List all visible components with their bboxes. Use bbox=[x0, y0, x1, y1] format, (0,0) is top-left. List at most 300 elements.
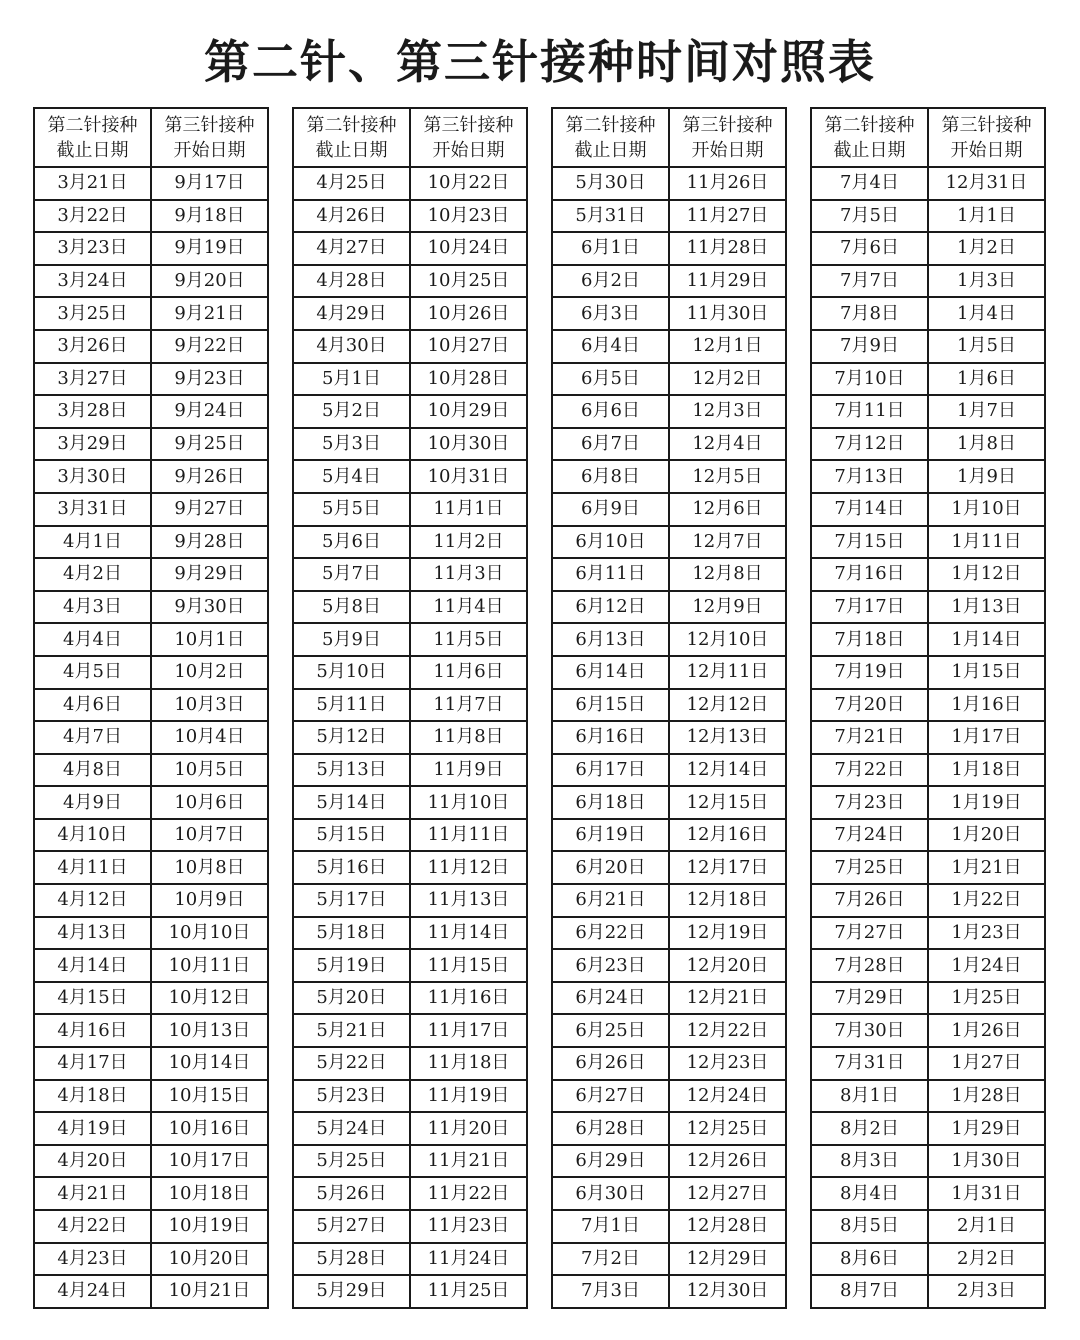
third-dose-start-cell: 10月7日 bbox=[151, 819, 268, 852]
second-dose-deadline-cell: 3月29日 bbox=[34, 428, 151, 461]
third-dose-start-cell: 10月2日 bbox=[151, 656, 268, 689]
second-dose-deadline-cell: 5月24日 bbox=[293, 1112, 410, 1145]
second-dose-deadline-cell: 6月14日 bbox=[552, 656, 669, 689]
second-dose-deadline-header bbox=[811, 108, 928, 167]
third-dose-start-cell: 11月25日 bbox=[410, 1275, 527, 1308]
header-line: 截止日期 bbox=[315, 139, 388, 161]
second-dose-deadline-cell: 7月13日 bbox=[811, 460, 928, 493]
table-row bbox=[811, 623, 1045, 656]
second-dose-deadline-cell: 7月4日 bbox=[811, 167, 928, 200]
table-row bbox=[34, 1080, 268, 1113]
table-row bbox=[293, 656, 527, 689]
third-dose-start-cell: 1月3日 bbox=[928, 265, 1045, 298]
table-row bbox=[34, 982, 268, 1015]
third-dose-start-cell: 10月24日 bbox=[410, 232, 527, 265]
third-dose-start-cell: 11月19日 bbox=[410, 1080, 527, 1113]
second-dose-deadline-cell: 6月27日 bbox=[552, 1080, 669, 1113]
table-row bbox=[34, 623, 268, 656]
second-dose-deadline-cell: 7月14日 bbox=[811, 493, 928, 526]
second-dose-deadline-cell: 4月11日 bbox=[34, 851, 151, 884]
second-dose-deadline-cell: 4月12日 bbox=[34, 884, 151, 917]
third-dose-start-cell: 10月15日 bbox=[151, 1080, 268, 1113]
third-dose-start-cell: 10月5日 bbox=[151, 754, 268, 787]
third-dose-start-cell: 10月3日 bbox=[151, 689, 268, 722]
third-dose-start-cell: 1月17日 bbox=[928, 721, 1045, 754]
table-row bbox=[34, 656, 268, 689]
third-dose-start-cell: 1月19日 bbox=[928, 786, 1045, 819]
table-row bbox=[552, 1210, 786, 1243]
table-row bbox=[811, 558, 1045, 591]
second-dose-deadline-cell: 4月5日 bbox=[34, 656, 151, 689]
third-dose-start-cell: 12月28日 bbox=[669, 1210, 786, 1243]
third-dose-start-cell: 1月4日 bbox=[928, 297, 1045, 330]
third-dose-start-cell: 9月19日 bbox=[151, 232, 268, 265]
third-dose-start-cell: 9月25日 bbox=[151, 428, 268, 461]
second-dose-deadline-cell: 6月6日 bbox=[552, 395, 669, 428]
third-dose-start-cell: 11月1日 bbox=[410, 493, 527, 526]
second-dose-deadline-cell: 7月28日 bbox=[811, 949, 928, 982]
table-row bbox=[34, 558, 268, 591]
header-line: 第三针接种 bbox=[941, 114, 1032, 136]
table-row bbox=[34, 819, 268, 852]
table-row bbox=[552, 851, 786, 884]
table-row bbox=[34, 591, 268, 624]
second-dose-deadline-cell: 5月7日 bbox=[293, 558, 410, 591]
third-dose-start-cell: 1月30日 bbox=[928, 1145, 1045, 1178]
table-row bbox=[293, 297, 527, 330]
table-row bbox=[552, 1080, 786, 1113]
second-dose-deadline-cell: 6月16日 bbox=[552, 721, 669, 754]
second-dose-deadline-cell: 5月19日 bbox=[293, 949, 410, 982]
third-dose-start-cell: 12月2日 bbox=[669, 363, 786, 396]
second-dose-deadline-cell: 4月9日 bbox=[34, 786, 151, 819]
third-dose-start-cell: 1月8日 bbox=[928, 428, 1045, 461]
table-row bbox=[34, 200, 268, 233]
third-dose-start-cell: 10月18日 bbox=[151, 1177, 268, 1210]
third-dose-start-cell: 9月29日 bbox=[151, 558, 268, 591]
table-row bbox=[552, 884, 786, 917]
table-row bbox=[552, 656, 786, 689]
table-row bbox=[552, 395, 786, 428]
page-title: 第二针、第三针接种时间对照表 bbox=[204, 35, 876, 89]
second-dose-deadline-header bbox=[552, 108, 669, 167]
third-dose-start-cell: 1月11日 bbox=[928, 526, 1045, 559]
third-dose-start-cell: 9月26日 bbox=[151, 460, 268, 493]
third-dose-start-cell: 1月23日 bbox=[928, 917, 1045, 950]
second-dose-deadline-cell: 7月1日 bbox=[552, 1210, 669, 1243]
second-dose-deadline-cell: 8月2日 bbox=[811, 1112, 928, 1145]
second-dose-deadline-cell: 5月23日 bbox=[293, 1080, 410, 1113]
header-row bbox=[34, 108, 268, 167]
second-dose-deadline-cell: 5月25日 bbox=[293, 1145, 410, 1178]
third-dose-start-cell: 11月2日 bbox=[410, 526, 527, 559]
schedule-table-3 bbox=[551, 107, 787, 1309]
second-dose-deadline-cell: 7月31日 bbox=[811, 1047, 928, 1080]
second-dose-deadline-cell: 8月6日 bbox=[811, 1243, 928, 1276]
second-dose-deadline-cell: 3月21日 bbox=[34, 167, 151, 200]
second-dose-deadline-cell: 7月30日 bbox=[811, 1014, 928, 1047]
third-dose-start-cell: 11月16日 bbox=[410, 982, 527, 1015]
second-dose-deadline-cell: 6月1日 bbox=[552, 232, 669, 265]
table-row bbox=[293, 1275, 527, 1308]
third-dose-start-cell: 10月31日 bbox=[410, 460, 527, 493]
table-row bbox=[34, 1275, 268, 1308]
table-row bbox=[34, 786, 268, 819]
third-dose-start-cell: 1月12日 bbox=[928, 558, 1045, 591]
header-line: 开始日期 bbox=[691, 139, 764, 161]
third-dose-start-cell: 1月24日 bbox=[928, 949, 1045, 982]
table-row bbox=[34, 1210, 268, 1243]
table-row bbox=[811, 656, 1045, 689]
table-row bbox=[293, 1145, 527, 1178]
third-dose-start-cell: 12月29日 bbox=[669, 1243, 786, 1276]
third-dose-start-cell: 11月29日 bbox=[669, 265, 786, 298]
schedule-table-1 bbox=[33, 107, 269, 1309]
table-row bbox=[552, 819, 786, 852]
third-dose-start-cell: 12月19日 bbox=[669, 917, 786, 950]
third-dose-start-cell: 12月8日 bbox=[669, 558, 786, 591]
table-row bbox=[293, 1243, 527, 1276]
header-line: 第二针接种 bbox=[824, 114, 915, 136]
second-dose-deadline-cell: 4月3日 bbox=[34, 591, 151, 624]
second-dose-deadline-cell: 4月15日 bbox=[34, 982, 151, 1015]
third-dose-start-cell: 10月21日 bbox=[151, 1275, 268, 1308]
table-row bbox=[552, 591, 786, 624]
third-dose-start-cell: 10月11日 bbox=[151, 949, 268, 982]
table-row bbox=[34, 363, 268, 396]
second-dose-deadline-cell: 7月21日 bbox=[811, 721, 928, 754]
table-row bbox=[552, 1243, 786, 1276]
schedule-table-2 bbox=[292, 107, 528, 1309]
table-row bbox=[293, 460, 527, 493]
table-row bbox=[293, 754, 527, 787]
second-dose-deadline-cell: 3月30日 bbox=[34, 460, 151, 493]
table-row bbox=[34, 1243, 268, 1276]
second-dose-deadline-cell: 4月8日 bbox=[34, 754, 151, 787]
table-row bbox=[811, 917, 1045, 950]
third-dose-start-cell: 1月1日 bbox=[928, 200, 1045, 233]
table-row bbox=[552, 1112, 786, 1145]
second-dose-deadline-cell: 6月12日 bbox=[552, 591, 669, 624]
second-dose-deadline-cell: 6月19日 bbox=[552, 819, 669, 852]
table-row bbox=[34, 917, 268, 950]
third-dose-start-cell: 11月18日 bbox=[410, 1047, 527, 1080]
table-row bbox=[34, 1112, 268, 1145]
third-dose-start-cell: 12月15日 bbox=[669, 786, 786, 819]
table-row bbox=[293, 167, 527, 200]
second-dose-deadline-cell: 4月14日 bbox=[34, 949, 151, 982]
second-dose-deadline-cell: 6月18日 bbox=[552, 786, 669, 819]
second-dose-deadline-cell: 6月5日 bbox=[552, 363, 669, 396]
second-dose-deadline-cell: 7月19日 bbox=[811, 656, 928, 689]
second-dose-deadline-cell: 4月26日 bbox=[293, 200, 410, 233]
third-dose-start-cell: 1月28日 bbox=[928, 1080, 1045, 1113]
second-dose-deadline-cell: 6月13日 bbox=[552, 623, 669, 656]
second-dose-deadline-cell: 7月11日 bbox=[811, 395, 928, 428]
third-dose-start-cell: 1月9日 bbox=[928, 460, 1045, 493]
third-dose-start-cell: 11月21日 bbox=[410, 1145, 527, 1178]
table-row bbox=[552, 949, 786, 982]
table-row bbox=[811, 1275, 1045, 1308]
table-row bbox=[34, 851, 268, 884]
second-dose-deadline-cell: 4月19日 bbox=[34, 1112, 151, 1145]
second-dose-deadline-cell: 8月1日 bbox=[811, 1080, 928, 1113]
table-row bbox=[293, 884, 527, 917]
table-row bbox=[552, 689, 786, 722]
table-row bbox=[552, 232, 786, 265]
third-dose-start-cell: 1月15日 bbox=[928, 656, 1045, 689]
table-row bbox=[552, 917, 786, 950]
table-row bbox=[811, 689, 1045, 722]
table-row bbox=[293, 1210, 527, 1243]
table-row bbox=[552, 330, 786, 363]
header-line: 第三针接种 bbox=[164, 114, 255, 136]
third-dose-start-cell: 12月11日 bbox=[669, 656, 786, 689]
third-dose-start-cell: 2月1日 bbox=[928, 1210, 1045, 1243]
third-dose-start-cell: 10月6日 bbox=[151, 786, 268, 819]
third-dose-start-cell: 11月26日 bbox=[669, 167, 786, 200]
table-row bbox=[811, 591, 1045, 624]
second-dose-deadline-cell: 4月18日 bbox=[34, 1080, 151, 1113]
second-dose-deadline-cell: 5月29日 bbox=[293, 1275, 410, 1308]
second-dose-deadline-cell: 7月29日 bbox=[811, 982, 928, 1015]
second-dose-deadline-cell: 4月16日 bbox=[34, 1014, 151, 1047]
table-row bbox=[552, 1145, 786, 1178]
second-dose-deadline-cell: 3月25日 bbox=[34, 297, 151, 330]
third-dose-start-cell: 10月29日 bbox=[410, 395, 527, 428]
table-row bbox=[811, 200, 1045, 233]
second-dose-deadline-cell: 5月20日 bbox=[293, 982, 410, 1015]
table-row bbox=[293, 982, 527, 1015]
third-dose-start-cell: 12月24日 bbox=[669, 1080, 786, 1113]
table-row bbox=[293, 1112, 527, 1145]
table-row bbox=[811, 851, 1045, 884]
third-dose-start-cell: 12月16日 bbox=[669, 819, 786, 852]
third-dose-start-cell: 10月28日 bbox=[410, 363, 527, 396]
table-row bbox=[811, 232, 1045, 265]
third-dose-start-cell: 11月5日 bbox=[410, 623, 527, 656]
third-dose-start-cell: 12月10日 bbox=[669, 623, 786, 656]
second-dose-deadline-cell: 5月14日 bbox=[293, 786, 410, 819]
table-row bbox=[34, 395, 268, 428]
table-row bbox=[293, 232, 527, 265]
second-dose-deadline-cell: 8月4日 bbox=[811, 1177, 928, 1210]
second-dose-deadline-cell: 4月29日 bbox=[293, 297, 410, 330]
third-dose-start-cell: 10月17日 bbox=[151, 1145, 268, 1178]
third-dose-start-cell: 1月27日 bbox=[928, 1047, 1045, 1080]
third-dose-start-header bbox=[669, 108, 786, 167]
second-dose-deadline-cell: 5月13日 bbox=[293, 754, 410, 787]
third-dose-start-cell: 1月7日 bbox=[928, 395, 1045, 428]
header-line: 第三针接种 bbox=[423, 114, 514, 136]
third-dose-start-cell: 1月31日 bbox=[928, 1177, 1045, 1210]
second-dose-deadline-cell: 3月23日 bbox=[34, 232, 151, 265]
table-row bbox=[293, 1177, 527, 1210]
third-dose-start-cell: 10月20日 bbox=[151, 1243, 268, 1276]
table-row bbox=[293, 949, 527, 982]
third-dose-start-header bbox=[928, 108, 1045, 167]
table-row bbox=[34, 526, 268, 559]
third-dose-start-cell: 10月23日 bbox=[410, 200, 527, 233]
table-row bbox=[293, 265, 527, 298]
third-dose-start-cell: 12月13日 bbox=[669, 721, 786, 754]
second-dose-deadline-cell: 5月6日 bbox=[293, 526, 410, 559]
header-line: 截止日期 bbox=[833, 139, 906, 161]
third-dose-start-cell: 11月28日 bbox=[669, 232, 786, 265]
second-dose-deadline-cell: 4月27日 bbox=[293, 232, 410, 265]
third-dose-start-cell: 2月3日 bbox=[928, 1275, 1045, 1308]
second-dose-deadline-cell: 4月28日 bbox=[293, 265, 410, 298]
table-row bbox=[811, 786, 1045, 819]
second-dose-deadline-cell: 6月23日 bbox=[552, 949, 669, 982]
table-row bbox=[811, 265, 1045, 298]
second-dose-deadline-cell: 4月21日 bbox=[34, 1177, 151, 1210]
table-row bbox=[811, 1080, 1045, 1113]
third-dose-start-cell: 1月2日 bbox=[928, 232, 1045, 265]
second-dose-deadline-cell: 4月7日 bbox=[34, 721, 151, 754]
second-dose-deadline-cell: 6月30日 bbox=[552, 1177, 669, 1210]
table-row bbox=[34, 265, 268, 298]
table-row bbox=[552, 558, 786, 591]
third-dose-start-cell: 11月3日 bbox=[410, 558, 527, 591]
table-row bbox=[552, 1275, 786, 1308]
table-row bbox=[34, 884, 268, 917]
third-dose-start-cell: 10月12日 bbox=[151, 982, 268, 1015]
second-dose-deadline-cell: 7月23日 bbox=[811, 786, 928, 819]
table-row bbox=[293, 689, 527, 722]
third-dose-start-cell: 1月18日 bbox=[928, 754, 1045, 787]
table-row bbox=[552, 460, 786, 493]
second-dose-deadline-cell: 7月17日 bbox=[811, 591, 928, 624]
third-dose-start-cell: 11月27日 bbox=[669, 200, 786, 233]
third-dose-start-cell: 2月2日 bbox=[928, 1243, 1045, 1276]
third-dose-start-cell: 10月26日 bbox=[410, 297, 527, 330]
third-dose-start-cell: 1月21日 bbox=[928, 851, 1045, 884]
table-row bbox=[811, 1210, 1045, 1243]
third-dose-start-cell: 11月17日 bbox=[410, 1014, 527, 1047]
table-row bbox=[293, 428, 527, 461]
table-row bbox=[293, 819, 527, 852]
table-row bbox=[811, 167, 1045, 200]
second-dose-deadline-cell: 5月11日 bbox=[293, 689, 410, 722]
third-dose-start-cell: 12月21日 bbox=[669, 982, 786, 1015]
table-row bbox=[811, 363, 1045, 396]
header-line: 第三针接种 bbox=[682, 114, 773, 136]
table-row bbox=[811, 721, 1045, 754]
second-dose-deadline-cell: 6月25日 bbox=[552, 1014, 669, 1047]
third-dose-start-cell: 11月10日 bbox=[410, 786, 527, 819]
table-row bbox=[552, 265, 786, 298]
third-dose-start-cell: 11月20日 bbox=[410, 1112, 527, 1145]
second-dose-deadline-header bbox=[34, 108, 151, 167]
second-dose-deadline-cell: 5月28日 bbox=[293, 1243, 410, 1276]
header-line: 截止日期 bbox=[56, 139, 129, 161]
table-row bbox=[293, 623, 527, 656]
third-dose-start-cell: 1月16日 bbox=[928, 689, 1045, 722]
second-dose-deadline-cell: 3月28日 bbox=[34, 395, 151, 428]
second-dose-deadline-cell: 5月1日 bbox=[293, 363, 410, 396]
table-row bbox=[811, 1145, 1045, 1178]
second-dose-deadline-cell: 7月7日 bbox=[811, 265, 928, 298]
third-dose-start-header bbox=[410, 108, 527, 167]
second-dose-deadline-cell: 6月3日 bbox=[552, 297, 669, 330]
table-row bbox=[552, 428, 786, 461]
third-dose-start-cell: 12月22日 bbox=[669, 1014, 786, 1047]
table-row bbox=[811, 819, 1045, 852]
table-row bbox=[552, 1047, 786, 1080]
second-dose-deadline-cell: 4月17日 bbox=[34, 1047, 151, 1080]
third-dose-start-cell: 11月24日 bbox=[410, 1243, 527, 1276]
second-dose-deadline-cell: 5月22日 bbox=[293, 1047, 410, 1080]
second-dose-deadline-cell: 6月17日 bbox=[552, 754, 669, 787]
table-row bbox=[552, 167, 786, 200]
second-dose-deadline-cell: 5月4日 bbox=[293, 460, 410, 493]
table-row bbox=[34, 1047, 268, 1080]
second-dose-deadline-cell: 4月4日 bbox=[34, 623, 151, 656]
table-row bbox=[552, 526, 786, 559]
table-row bbox=[293, 1080, 527, 1113]
table-row bbox=[293, 395, 527, 428]
third-dose-start-cell: 12月17日 bbox=[669, 851, 786, 884]
second-dose-deadline-cell: 8月3日 bbox=[811, 1145, 928, 1178]
third-dose-start-cell: 10月1日 bbox=[151, 623, 268, 656]
third-dose-start-cell: 9月27日 bbox=[151, 493, 268, 526]
third-dose-start-cell: 10月10日 bbox=[151, 917, 268, 950]
table-row bbox=[811, 297, 1045, 330]
second-dose-deadline-cell: 6月7日 bbox=[552, 428, 669, 461]
second-dose-deadline-cell: 4月22日 bbox=[34, 1210, 151, 1243]
third-dose-start-cell: 12月1日 bbox=[669, 330, 786, 363]
third-dose-start-cell: 12月5日 bbox=[669, 460, 786, 493]
table-row bbox=[811, 884, 1045, 917]
second-dose-deadline-cell: 5月16日 bbox=[293, 851, 410, 884]
table-row bbox=[34, 297, 268, 330]
table-row bbox=[293, 851, 527, 884]
second-dose-deadline-cell: 5月15日 bbox=[293, 819, 410, 852]
third-dose-start-cell: 11月4日 bbox=[410, 591, 527, 624]
table-row bbox=[293, 200, 527, 233]
second-dose-deadline-cell: 5月31日 bbox=[552, 200, 669, 233]
second-dose-deadline-cell: 6月2日 bbox=[552, 265, 669, 298]
second-dose-deadline-cell: 5月27日 bbox=[293, 1210, 410, 1243]
second-dose-deadline-cell: 5月17日 bbox=[293, 884, 410, 917]
second-dose-deadline-cell: 7月9日 bbox=[811, 330, 928, 363]
table-row bbox=[34, 232, 268, 265]
third-dose-start-cell: 11月6日 bbox=[410, 656, 527, 689]
second-dose-deadline-cell: 7月3日 bbox=[552, 1275, 669, 1308]
table-row bbox=[811, 395, 1045, 428]
second-dose-deadline-cell: 6月15日 bbox=[552, 689, 669, 722]
second-dose-deadline-cell: 7月18日 bbox=[811, 623, 928, 656]
table-row bbox=[34, 754, 268, 787]
table-row bbox=[811, 949, 1045, 982]
table-row bbox=[293, 1014, 527, 1047]
third-dose-start-cell: 10月25日 bbox=[410, 265, 527, 298]
third-dose-start-cell: 11月22日 bbox=[410, 1177, 527, 1210]
third-dose-start-cell: 12月4日 bbox=[669, 428, 786, 461]
second-dose-deadline-cell: 4月1日 bbox=[34, 526, 151, 559]
third-dose-start-cell: 11月7日 bbox=[410, 689, 527, 722]
second-dose-deadline-cell: 7月16日 bbox=[811, 558, 928, 591]
second-dose-deadline-cell: 5月10日 bbox=[293, 656, 410, 689]
table-row bbox=[811, 1177, 1045, 1210]
table-row bbox=[293, 917, 527, 950]
table-row bbox=[293, 1047, 527, 1080]
table-row bbox=[293, 591, 527, 624]
table-row bbox=[34, 1014, 268, 1047]
third-dose-start-cell: 11月8日 bbox=[410, 721, 527, 754]
second-dose-deadline-cell: 6月26日 bbox=[552, 1047, 669, 1080]
